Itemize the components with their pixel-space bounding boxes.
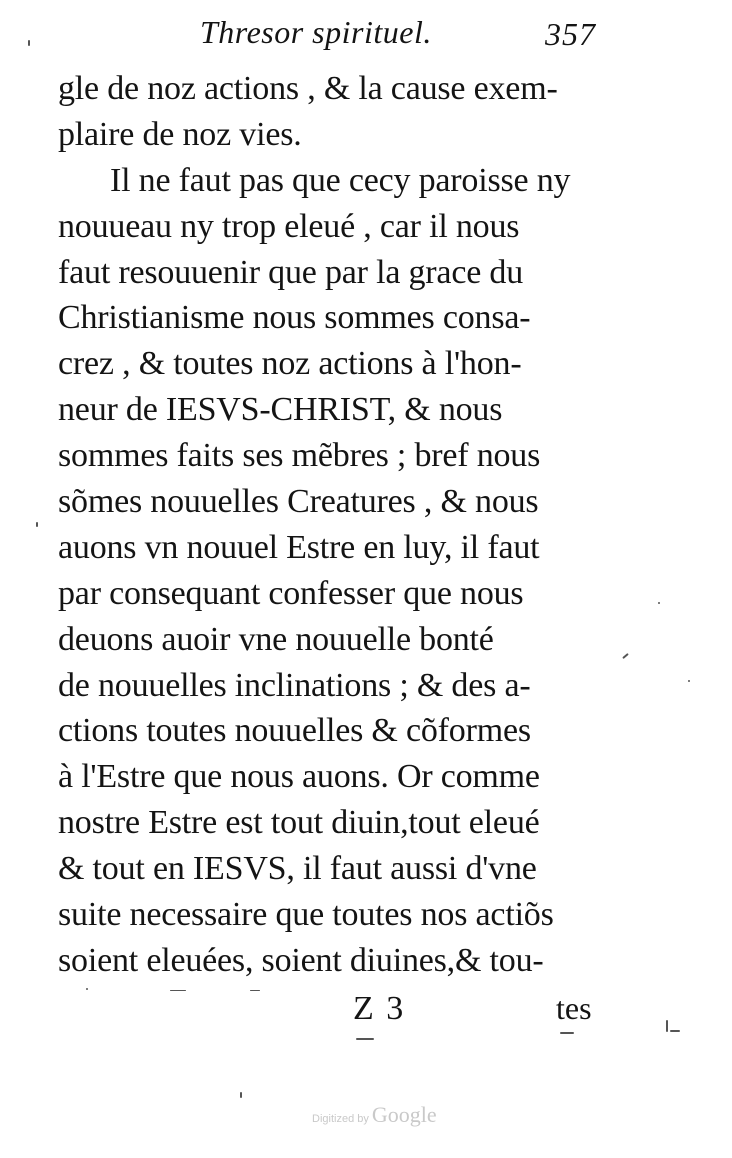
- scan-speck: [170, 990, 186, 991]
- text-line-paragraph-start: Il ne faut pas que cecy paroisse ny: [110, 161, 571, 199]
- text-line: suite necessaire que toutes nos actiõs: [58, 896, 554, 934]
- text-line: soient eleuées, soient diuines,& tou-: [58, 941, 544, 979]
- text-line: crez , & toutes noz actions à l'hon-: [58, 345, 522, 383]
- text-line: gle de noz actions , & la cause exem-: [58, 70, 558, 107]
- catchword: tes: [556, 990, 592, 1026]
- watermark-brand: Google: [371, 1102, 437, 1127]
- text-line: Christianisme nous sommes consa-: [58, 299, 531, 337]
- scan-speck: [86, 988, 88, 990]
- text-line: par consequant confesser que nous: [58, 574, 524, 612]
- scan-speck: [666, 1020, 668, 1032]
- text-line: deuons auoir vne nouuelle bonté: [58, 620, 494, 658]
- scan-speck: [36, 522, 38, 527]
- watermark-prefix: Digitized by: [312, 1113, 369, 1125]
- scan-speck: [658, 602, 660, 604]
- text-line: sommes faits ses mẽbres ; bref nous: [58, 437, 541, 475]
- text-line: & tout en IESVS, il faut aussi d'vne: [58, 850, 537, 888]
- scan-speck: [688, 680, 690, 682]
- text-line: neur de IESVS-CHRIST, & nous: [58, 391, 503, 429]
- digitization-watermark: [312, 1102, 437, 1128]
- scan-speck: [622, 653, 629, 659]
- text-line: à l'Estre que nous auons. Or comme: [58, 758, 540, 796]
- page-number: 357: [545, 16, 596, 52]
- signature-mark: Z 3: [353, 990, 406, 1027]
- running-title: Thresor spirituel.: [200, 14, 432, 50]
- body-text: [58, 66, 618, 984]
- scan-speck: [250, 990, 260, 991]
- scan-speck: [670, 1030, 680, 1032]
- text-line: de nouuelles inclinations ; & des a-: [58, 666, 531, 704]
- text-line: ctions toutes nouuelles & cõformes: [58, 712, 531, 750]
- scan-speck: [28, 40, 30, 46]
- text-line: plaire de noz vies.: [58, 115, 302, 153]
- text-line: nouueau ny trop eleué , car il nous: [58, 207, 520, 245]
- text-line: faut resouuenir que par la grace du: [58, 253, 523, 291]
- scan-speck: [356, 1038, 374, 1040]
- text-line: auons vn nouuel Estre en luy, il faut: [58, 528, 540, 566]
- text-line: nostre Estre est tout diuin,tout eleué: [58, 804, 540, 842]
- scan-speck: [560, 1032, 574, 1034]
- text-line: sõmes nouuelles Creatures , & nous: [58, 483, 539, 521]
- scan-speck: [240, 1092, 242, 1098]
